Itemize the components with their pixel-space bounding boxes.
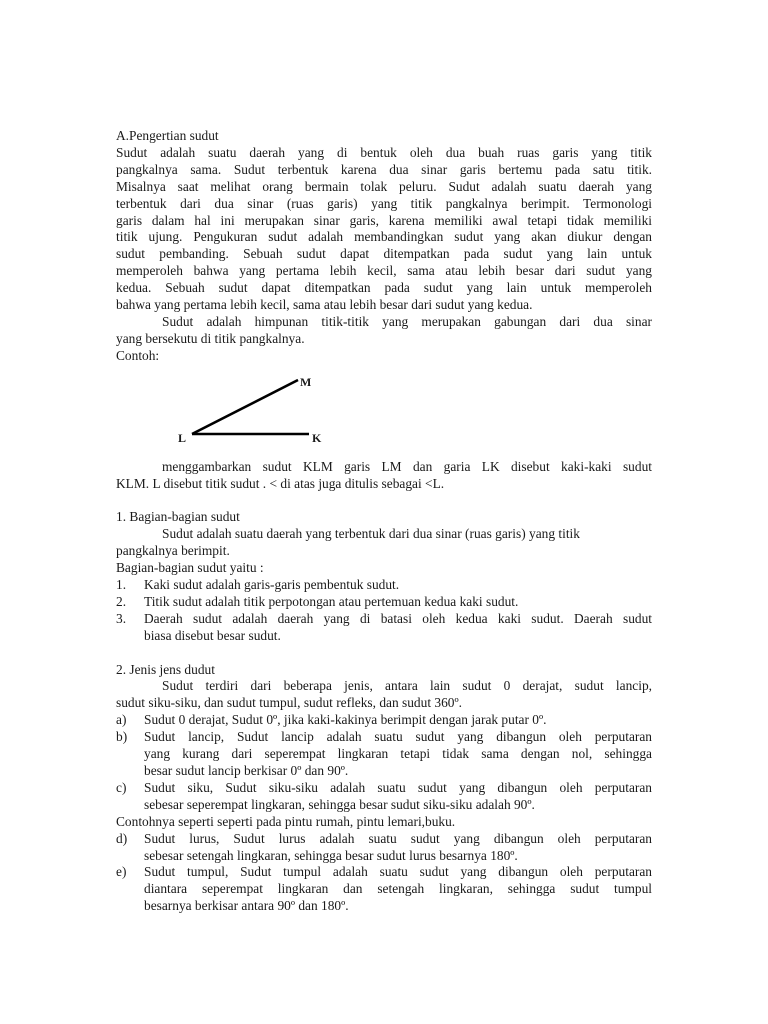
list-item xyxy=(116,712,652,729)
list-number: 3. xyxy=(116,610,127,626)
example-note: Contohnya seperti seperti pada pintu rumah, pintu lemari,buku. xyxy=(116,813,456,829)
list-line: Sudut lancip, Sudut lancip adalah suatu sudut yang dibangun oleh perputaran xyxy=(144,729,652,745)
document-page xyxy=(116,128,652,915)
list-line: besarnya berkisar antara 90º dan 180º. xyxy=(144,898,349,914)
paragraph-line: yang bersekutu di titik pangkalnya. xyxy=(116,330,305,346)
list-line: besar sudut lancip berkisar 0º dan 90º. xyxy=(144,762,349,778)
paragraph-line: memperoleh bahwa yang pertama lebih kecil, sama atau lebih besar dari sudut yang xyxy=(116,263,652,279)
vertex-label-l: L xyxy=(178,430,187,445)
list-number: 2. xyxy=(116,593,127,609)
paragraph-line: garis dalam hal ini merupakan sinar garis, karena memiliki awal tetapi tidak memiliki xyxy=(116,212,652,228)
paragraph-line: sudut siku-siku, dan sudut tumpul, sudut refleks, dan sudut 360º. xyxy=(116,695,462,711)
list-line: diantara seperempat lingkaran dan setengah lingkaran, sehingga sudut tumpul xyxy=(144,881,652,897)
list-line: Sudut lurus, Sudut lurus adalah suatu sudut yang dibangun oleh perputaran xyxy=(144,830,652,846)
list-letter: a) xyxy=(116,712,127,728)
section-2-title: 2. Jenis jens dudut xyxy=(116,661,215,677)
paragraph-line: kedua. Sebuah sudut dapat ditempatkan pada sudut yang lain untuk memperoleh xyxy=(116,280,652,296)
list-item xyxy=(116,594,652,611)
paragraph-line: Sudut adalah himpunan titik-titik yang merupakan gabungan dari dua sinar xyxy=(162,313,652,329)
list-number: 1. xyxy=(116,577,127,593)
paragraph-line: pangkalnya sama. Sudut terbentuk karena dua sinar garis bertemu pada satu titik. xyxy=(116,161,652,177)
vertex-label-m: M xyxy=(300,374,312,389)
ray-lm xyxy=(192,380,298,434)
section-a-title: A.Pengertian sudut xyxy=(116,128,219,143)
angle-klm-diagram xyxy=(116,367,652,459)
list-line: yang kurang dari seperempat lingkaran tetapi tidak sama dengan nol, sehingga xyxy=(144,746,652,762)
paragraph-line: pangkalnya berimpit. xyxy=(116,543,230,559)
list-line: Sudut tumpul, Sudut tumpul adalah suatu sudut yang dibangun oleh perputaran xyxy=(144,864,652,880)
paragraph-line: sudut pembanding. Sebuah sudut dapat ditempatkan pada sudut yang lain untuk xyxy=(116,246,652,262)
list-item xyxy=(116,831,652,865)
list-line: Daerah sudut adalah daerah yang di batasi oleh kedua kaki sudut. Daerah sudut xyxy=(144,610,652,626)
list-item xyxy=(116,611,652,645)
list-item xyxy=(116,864,652,915)
list-item xyxy=(116,729,652,780)
paragraph-line: titik ujung. Pengukuran sudut adalah membandingkan sudut yang akan diukur dengan xyxy=(116,229,652,245)
section-1-title: 1. Bagian-bagian sudut xyxy=(116,509,240,525)
list-letter: e) xyxy=(116,864,127,880)
section-a-paragraph-1 xyxy=(116,145,652,314)
list-letter: c) xyxy=(116,779,127,795)
section-2-paragraph xyxy=(116,678,652,712)
paragraph-line: Sudut adalah suatu daerah yang di bentuk oleh dua buah ruas garis yang titik xyxy=(116,144,652,160)
paragraph-line: terbentuk dari dua sinar (ruas garis) yang titik pangkalnya berimpit. Termonologi xyxy=(116,195,652,211)
paragraph-line: Sudut adalah suatu daerah yang terbentuk dari dua sinar (ruas garis) yang titik xyxy=(162,526,580,542)
list-letter: d) xyxy=(116,830,128,846)
example-label: Contoh: xyxy=(116,347,160,363)
paragraph-line: Misalnya saat melihat orang bermain tolak peluru. Sudut adalah suatu daerah yang xyxy=(116,178,652,194)
paragraph-line: Sudut terdiri dari beberapa jenis, antara lain sudut 0 derajat, sudut lancip, xyxy=(162,678,652,694)
section-1-paragraph xyxy=(116,526,652,560)
caption-line: menggambarkan sudut KLM garis LM dan garia LK disebut kaki-kaki sudut xyxy=(162,458,652,474)
list-line: sebesar seperempat lingkaran, sehingga besar sudut siku-siku adalah 90º. xyxy=(144,796,535,812)
list-item xyxy=(116,780,652,814)
list-line: Sudut siku, Sudut siku-siku adalah suatu sudut yang dibangun oleh perputaran xyxy=(144,779,652,795)
paragraph-line: bahwa yang pertama lebih kecil, sama atau lebih besar dari sudut yang kedua. xyxy=(116,297,533,313)
section-a-paragraph-2 xyxy=(116,314,652,348)
list-line: sebesar setengah lingkaran, sehingga besar sudut lurus besarnya 180º. xyxy=(144,847,518,863)
vertex-label-k: K xyxy=(312,430,322,445)
list-line: Sudut 0 derajat, Sudut 0º, jika kaki-kakinya berimpit dengan jarak putar 0º. xyxy=(144,712,547,728)
caption-line: KLM. L disebut titik sudut . < di atas juga ditulis sebagai <L. xyxy=(116,475,445,491)
list-line: Titik sudut adalah titik perpotongan atau pertemuan kedua kaki sudut. xyxy=(144,593,519,609)
list-item xyxy=(116,577,652,594)
list-line: biasa disebut besar sudut. xyxy=(144,627,281,643)
list-letter: b) xyxy=(116,729,128,745)
spacer xyxy=(116,493,652,510)
list-intro: Bagian-bagian sudut yaitu : xyxy=(116,560,264,576)
spacer xyxy=(116,645,652,662)
list-line: Kaki sudut adalah garis-garis pembentuk sudut. xyxy=(144,577,400,593)
diagram-caption xyxy=(116,459,652,493)
